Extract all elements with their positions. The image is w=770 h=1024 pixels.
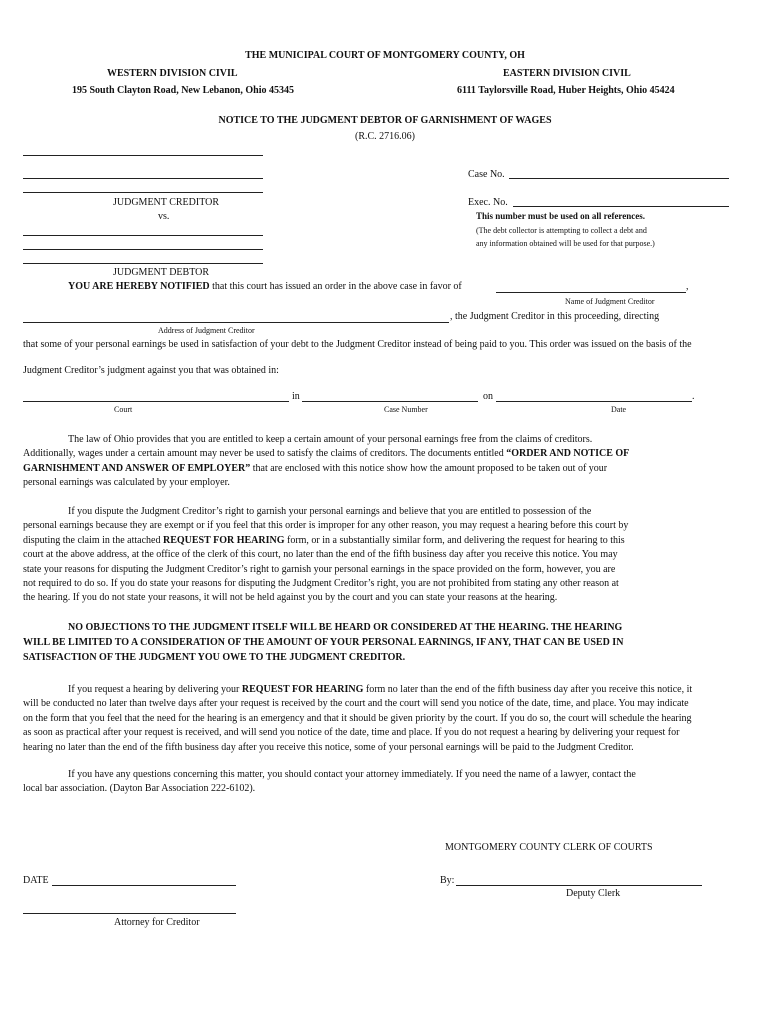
debtor-line-2[interactable] <box>23 249 263 250</box>
court-label: Court <box>114 405 133 414</box>
creditor-suffix: , the Judgment Creditor in this proceeding, directing <box>450 311 660 322</box>
attorney-label: Attorney for Creditor <box>114 917 200 928</box>
earnings-line: that some of your personal earnings be used in satisfaction of your debt to the Judgment Creditor instead of being paid to you. This order was issued on the basis of the <box>23 339 692 350</box>
notified-lead: YOU ARE HEREBY NOTIFIED <box>68 281 210 292</box>
vs-label: vs. <box>158 211 170 222</box>
eastern-division: EASTERN DIVISION CIVIL <box>503 68 631 79</box>
law-line2-bold: “ORDER AND NOTICE OF <box>506 448 630 460</box>
dispute-paragraph <box>23 505 628 606</box>
objections-line2: WILL BE LIMITED TO A CONSIDERATION OF THE AMOUNT OF YOUR PERSONAL EARNINGS, IF ANY, THAT CAN BE USED IN <box>23 637 624 648</box>
debtor-line-3[interactable] <box>23 263 263 264</box>
date-label: Date <box>611 405 627 414</box>
dispute-line5: state your reasons for disputing the Judgment Creditor’s right to garnish your personal earnings in the space provided on the form, however, you are <box>23 563 616 575</box>
hearing-line4: as soon as practical after your request is received, and will send you notice of the date, time and place. If you do not request a hearing by delivering your request for <box>23 727 680 739</box>
law-line1: The law of Ohio provides that you are entitled to keep a certain amount of your personal earnings free from the claims of creditors. <box>68 434 593 445</box>
hearing-line1 <box>23 683 692 697</box>
address-of-creditor-label: Address of Judgment Creditor <box>158 326 255 335</box>
comma: , <box>686 281 689 292</box>
law-line3-text: that are enclosed with this notice show how the amount proposed to be taken out of your <box>250 462 608 474</box>
on-word: on <box>483 391 493 402</box>
questions-line2: local bar association. (Dayton Bar Association 222-6102). <box>23 783 256 795</box>
hearing-line5: hearing no later than the end of the fifth business day after you receive this notice, some of your personal earnings will be paid to the Judgment Creditor. <box>23 741 634 753</box>
objections-paragraph <box>23 620 623 665</box>
creditor-line-3[interactable] <box>23 192 263 193</box>
dispute-line6: not required to do so. If you do state your reasons for disputing the Judgment Creditor’s right, you are not prohibited from stating any other reason at <box>23 578 619 590</box>
notification-line <box>68 281 462 292</box>
law-line3-bold: GARNISHMENT AND ANSWER OF EMPLOYER” <box>23 462 251 474</box>
law-line3 <box>23 462 629 476</box>
basis-line: Judgment Creditor’s judgment against you that was obtained in: <box>23 365 279 376</box>
collector-note-line2: any information obtained will be used for that purpose.) <box>476 239 655 248</box>
dispute-line7: the hearing. If you do not state your reasons, it will not be held against you by the court and you can state your reasons at the hearing. <box>23 592 558 604</box>
law-line2-text: Additionally, wages under a certain amount may never be used to satisfy the claims of creditors. The documents entitled <box>23 448 507 460</box>
clerk-title: MONTGOMERY COUNTY CLERK OF COURTS <box>445 842 653 853</box>
questions-paragraph <box>23 768 636 797</box>
objections-line1: NO OBJECTIONS TO THE JUDGMENT ITSELF WILL BE HEARD OR CONSIDERED AT THE HEARING. THE HEARING <box>68 622 623 633</box>
western-division: WESTERN DIVISION CIVIL <box>107 68 238 79</box>
hearing-line3: on the form that you feel that the need for the hearing is an emergency and that it should be given priority by the court. If you do so, the court will schedule the hearing <box>23 712 692 724</box>
in-word: in <box>292 391 300 402</box>
dispute-line2: personal earnings because they are exempt or if you feel that this order is improper for any other reason, you may request a hearing before this court by <box>23 520 629 532</box>
dispute-line3-text: disputing the claim in the attached <box>23 534 163 546</box>
law-line4: personal earnings was calculated by your employer. <box>23 477 230 489</box>
creditor-name-line[interactable] <box>23 155 263 156</box>
collector-note-line1: (The debt collector is attempting to collect a debt and <box>476 226 647 235</box>
notified-text: that this court has issued an order in the above case in favor of <box>209 281 462 292</box>
case-number-field[interactable] <box>302 401 478 402</box>
dispute-line4: court at the above address, at the office of the clerk of this court, no later than the end of the fifth business day after you receive this notice. You may <box>23 549 618 561</box>
name-of-creditor-label: Name of Judgment Creditor <box>565 297 655 306</box>
notice-title: NOTICE TO THE JUDGMENT DEBTOR OF GARNISHMENT OF WAGES <box>218 115 552 126</box>
period: . <box>692 391 695 402</box>
dispute-line3-bold: REQUEST FOR HEARING <box>162 534 285 546</box>
case-number-label: Case Number <box>384 405 428 414</box>
eastern-address: 6111 Taylorsville Road, Huber Heights, Ohio 45424 <box>457 85 675 96</box>
date-signature-field[interactable] <box>52 885 236 886</box>
statute-reference: (R.C. 2716.06) <box>355 131 415 142</box>
hearing-line1-bold: REQUEST FOR HEARING <box>241 684 364 695</box>
creditor-line-2[interactable] <box>23 178 263 179</box>
references-note: This number must be used on all references. <box>476 211 646 221</box>
exec-no-field[interactable] <box>513 206 729 207</box>
case-no-field[interactable] <box>509 178 729 179</box>
objections-line3: SATISFACTION OF THE JUDGMENT YOU OWE TO THE JUDGMENT CREDITOR. <box>23 652 406 663</box>
creditor-address-field[interactable] <box>23 322 449 323</box>
judgment-debtor-label: JUDGMENT DEBTOR <box>113 267 210 278</box>
hearing-line1-text: If you request a hearing by delivering your <box>68 684 242 695</box>
by-label: By: <box>440 875 455 886</box>
hearing-paragraph <box>23 683 692 755</box>
court-title: THE MUNICIPAL COURT OF MONTGOMERY COUNTY, OH <box>245 50 525 61</box>
dispute-line3-post: form, or in a substantially similar form, and delivering the request for hearing to this <box>284 534 625 546</box>
dispute-line1: If you dispute the Judgment Creditor’s right to garnish your personal earnings and believe that you are entitled to possession of the <box>68 506 592 517</box>
hearing-line2: will be conducted no later than twelve days after your request is received by the court and the court will send you notice of the date, time, and place. You may indicate <box>23 698 689 710</box>
attorney-signature-field[interactable] <box>23 913 236 914</box>
judgment-creditor-label: JUDGMENT CREDITOR <box>113 197 220 208</box>
hearing-line1-post: form no later than the end of the fifth business day after you receive this notice, it <box>363 684 693 695</box>
court-field[interactable] <box>23 401 289 402</box>
deputy-signature-field[interactable] <box>456 885 702 886</box>
questions-line1: If you have any questions concerning this matter, you should contact your attorney immediately. If you need the name of a lawyer, contact the <box>68 769 636 780</box>
deputy-clerk-label: Deputy Clerk <box>566 888 621 899</box>
law-line2 <box>23 447 629 461</box>
dispute-line3 <box>23 534 628 548</box>
date-field[interactable] <box>496 401 692 402</box>
exec-no-label: Exec. No. <box>468 197 508 208</box>
western-address: 195 South Clayton Road, New Lebanon, Ohio 45345 <box>72 85 294 96</box>
date-signature-label: DATE <box>23 875 49 886</box>
case-no-label: Case No. <box>468 169 505 180</box>
debtor-name-line[interactable] <box>23 235 263 236</box>
law-paragraph <box>23 433 629 491</box>
creditor-name-field[interactable] <box>496 292 686 293</box>
